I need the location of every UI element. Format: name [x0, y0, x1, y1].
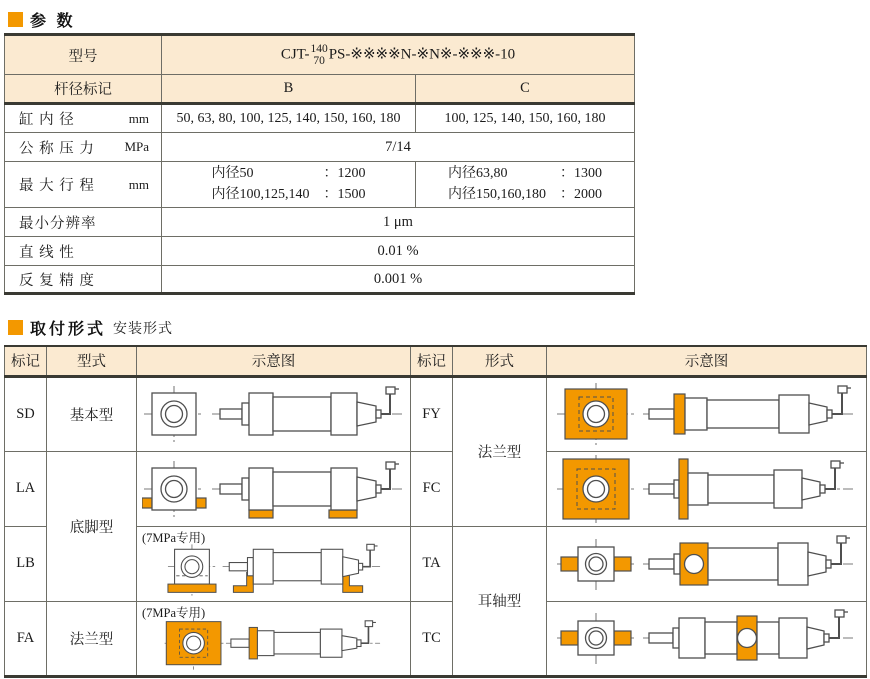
- pressure-unit: MPa: [124, 139, 149, 154]
- model-suffix: PS-※※※※N-※N※-※※※-10: [328, 46, 516, 63]
- stroke-c: [416, 162, 635, 208]
- section-params-title: 参 数: [30, 13, 76, 30]
- stroke-c1-name: 内径63,80: [448, 166, 508, 182]
- cylinder-diagram-fc-icon: [557, 454, 857, 524]
- stroke-b2-name: 内径100,125,140: [211, 186, 310, 202]
- header-mark-right: 标记: [411, 346, 453, 376]
- diagram-cell-fy: [547, 376, 867, 451]
- mark-fa: FA: [5, 601, 47, 676]
- stroke-b: [162, 162, 416, 208]
- resolution-row: [5, 208, 635, 237]
- repeatability-value: 0.001 %: [162, 266, 635, 294]
- diagram-cell-fc: [547, 451, 867, 526]
- pressure-label: 公 称 压 力: [19, 140, 95, 157]
- mark-la: LA: [5, 451, 47, 526]
- linearity-value: 0.01 %: [162, 237, 635, 266]
- header-mark-left: 标记: [5, 346, 47, 376]
- mark-sd: SD: [5, 376, 47, 451]
- type-flange-right: 法兰型: [453, 376, 547, 526]
- mark-tc: TC: [411, 601, 453, 676]
- linearity-row: [5, 237, 635, 266]
- diagram-cell-ta: [547, 526, 867, 601]
- mark-fc: FC: [411, 451, 453, 526]
- note-7mpa-lb: (7MPa专用): [142, 530, 206, 545]
- model-prefix: CJT-: [280, 46, 310, 63]
- rod-mark-b: B: [162, 75, 416, 104]
- type-flange-left: 法兰型: [47, 601, 137, 676]
- model-frac-bottom: 70: [313, 55, 325, 67]
- stroke-unit: mm: [128, 176, 149, 192]
- mark-ta: TA: [411, 526, 453, 601]
- params-table: [4, 33, 635, 295]
- bore-row: [5, 104, 635, 133]
- diagram-cell-la: [137, 451, 411, 526]
- cylinder-diagram-fy-icon: [557, 379, 857, 449]
- diagram-cell-sd: [137, 376, 411, 451]
- bore-label: 缸 内 径: [19, 112, 75, 128]
- header-type-right: 形式: [453, 346, 547, 376]
- stroke-label-cell: [5, 162, 162, 208]
- section-params-header: [8, 8, 75, 31]
- stroke-b1-name: 内径50: [211, 166, 254, 182]
- resolution-label-cell: [5, 208, 162, 237]
- stroke-label: 最 大 行 程: [19, 178, 95, 194]
- stroke-c2-val: ：2000: [560, 186, 602, 202]
- mount-row-2: [5, 451, 867, 526]
- model-row: [5, 35, 635, 75]
- header-diagram-left: 示意图: [137, 346, 411, 376]
- cylinder-diagram-fa-icon: [154, 615, 394, 673]
- diagram-cell-lb: [137, 526, 411, 601]
- cylinder-diagram-tc-icon: [557, 603, 857, 673]
- pressure-row: [5, 133, 635, 162]
- type-basic: 基本型: [47, 376, 137, 451]
- mark-fy: FY: [411, 376, 453, 451]
- cylinder-diagram-ta-icon: [557, 529, 857, 599]
- diagram-cell-fa: [137, 601, 411, 676]
- cylinder-diagram-sd-icon: [142, 379, 406, 449]
- bore-label-cell: [5, 104, 162, 133]
- stroke-c1-val: ：1300: [560, 166, 602, 182]
- model-value: [162, 35, 635, 75]
- cylinder-diagram-lb-icon: [154, 541, 394, 599]
- section-mount-header: [8, 316, 173, 339]
- header-diagram-right: 示意图: [547, 346, 867, 376]
- linearity-label: 直 线 性: [19, 244, 75, 261]
- pressure-label-cell: [5, 133, 162, 162]
- pressure-value: 7/14: [162, 133, 635, 162]
- stroke-c2-name: 内径150,160,180: [448, 186, 546, 202]
- cylinder-diagram-la-icon: [142, 454, 406, 524]
- mount-header-row: [5, 346, 867, 376]
- model-fraction: [310, 43, 327, 67]
- rod-mark-row: [5, 75, 635, 104]
- type-trunnion: 耳轴型: [453, 526, 547, 676]
- mount-row-1: [5, 376, 867, 451]
- model-frac-top: 140: [310, 42, 328, 55]
- repeatability-label: 反 复 精 度: [19, 272, 95, 289]
- model-label: 型号: [5, 35, 162, 75]
- stroke-b1-val: ：1200: [323, 166, 366, 182]
- section-mount-subtitle: 安装形式: [113, 321, 174, 337]
- mount-table: [4, 345, 867, 678]
- mark-lb: LB: [5, 526, 47, 601]
- section-mount-title: 取付形式: [30, 321, 107, 338]
- note-7mpa-fa: (7MPa专用): [142, 605, 206, 620]
- type-foot: 底脚型: [47, 451, 137, 601]
- orange-square-icon: [8, 320, 23, 335]
- repeatability-label-cell: [5, 266, 162, 294]
- orange-square-icon: [8, 12, 23, 27]
- resolution-label: 最小分辨率: [19, 215, 97, 232]
- mount-row-4: [5, 601, 867, 676]
- rod-mark-label: 杆径标记: [5, 75, 162, 104]
- bore-b: 50, 63, 80, 100, 125, 140, 150, 160, 180: [162, 104, 416, 133]
- stroke-b2-val: ：1500: [323, 186, 366, 202]
- bore-unit: mm: [128, 110, 149, 126]
- bore-c: 100, 125, 140, 150, 160, 180: [416, 104, 635, 133]
- header-type-left: 型式: [47, 346, 137, 376]
- stroke-row: [5, 162, 635, 208]
- diagram-cell-tc: [547, 601, 867, 676]
- linearity-label-cell: [5, 237, 162, 266]
- resolution-value: 1 μm: [162, 208, 635, 237]
- repeatability-row: [5, 266, 635, 294]
- rod-mark-c: C: [416, 75, 635, 104]
